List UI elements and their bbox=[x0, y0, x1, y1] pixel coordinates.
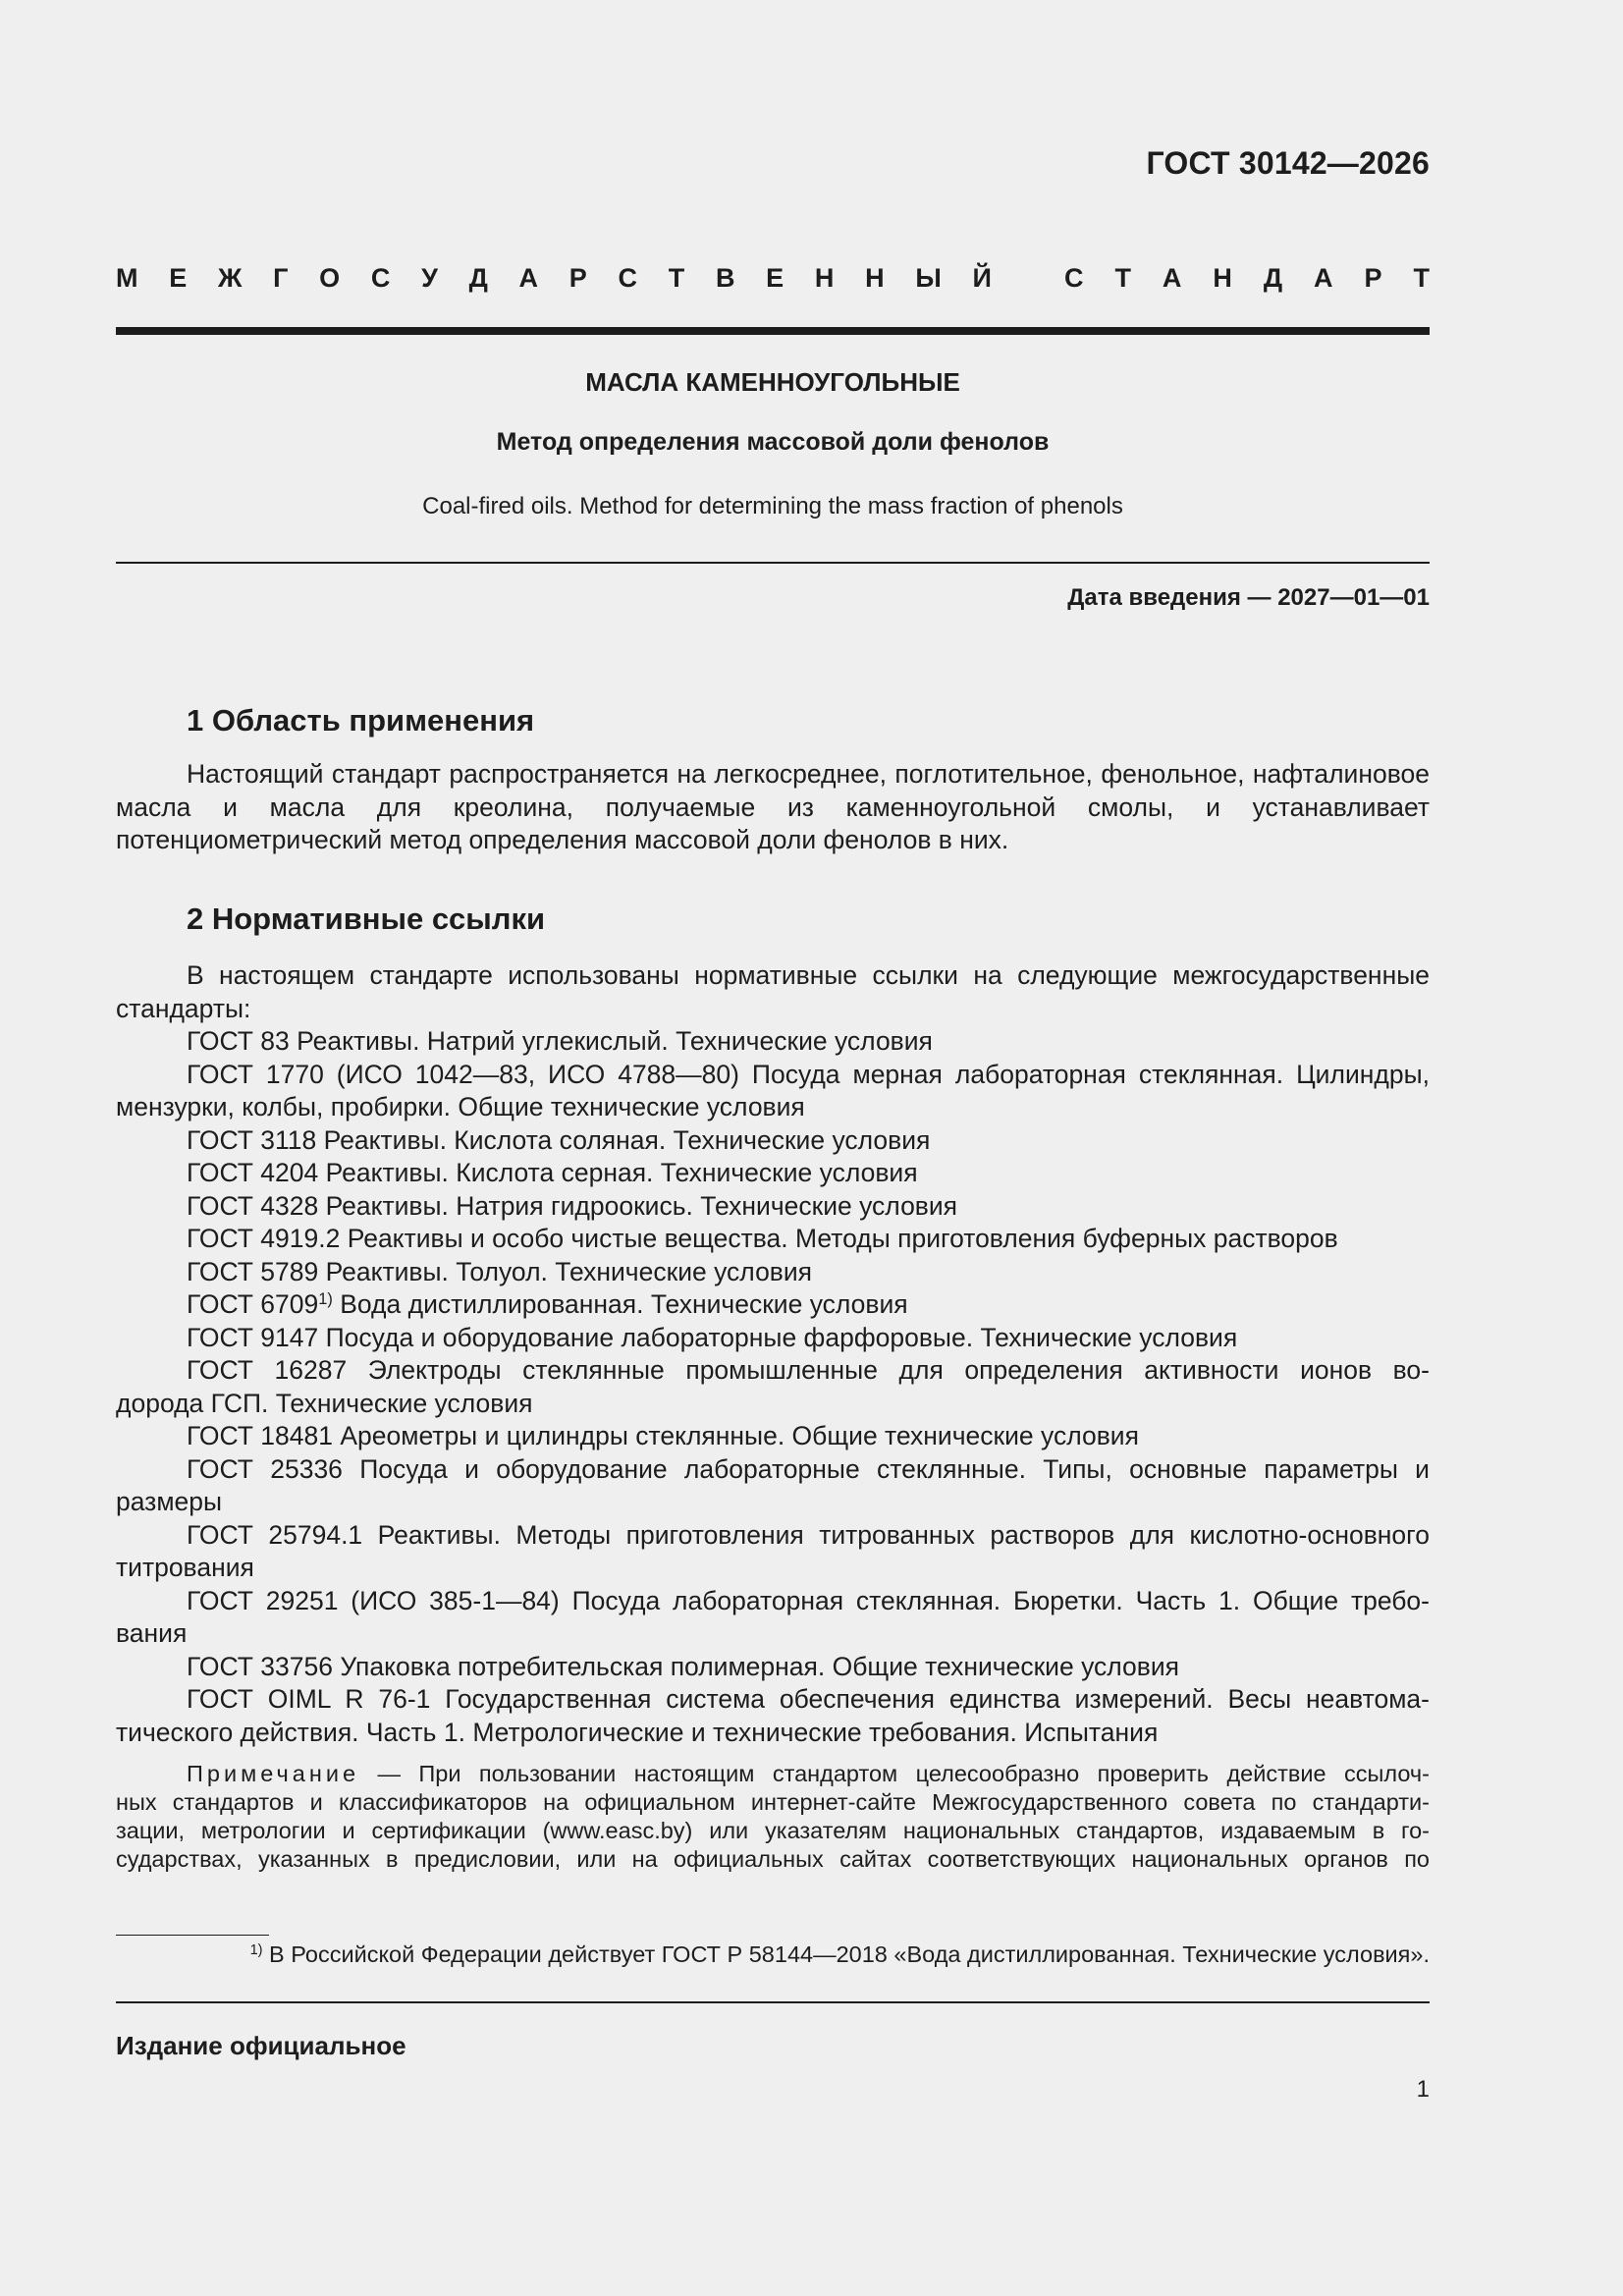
banner-word-2: С Т А Н Д А Р Т bbox=[1064, 263, 1430, 293]
edition-label: Издание официальное bbox=[116, 2031, 406, 2060]
footnote-ref-mark: 1) bbox=[318, 1289, 333, 1308]
document-code: ГОСТ 30142—2026 bbox=[1146, 145, 1430, 181]
footnote-separator bbox=[116, 1935, 269, 1936]
note-line-4: сударствах, указанных в предисловии, или на официальных сайтах соответствующих национальных органов по bbox=[116, 1846, 1430, 1872]
reference-item: ГОСТ 5789 Реактивы. Толуол. Технические условия bbox=[187, 1256, 813, 1286]
note-line-2: ных стандартов и классификаторов на официальном интернет-сайте Межгосударственного совета по стандарти- bbox=[116, 1789, 1430, 1815]
effective-date: Дата введения — 2027—01—01 bbox=[1067, 584, 1430, 611]
reference-item: ГОСТ 29251 (ИСО 385-1—84) Посуда лабораторная стеклянная. Бюретки. Часть 1. Общие требо- bbox=[187, 1585, 1430, 1615]
footer-rule bbox=[116, 2001, 1430, 2003]
reference-item: ГОСТ 4328 Реактивы. Натрия гидроокись. Технические условия bbox=[187, 1190, 958, 1221]
section-1-text: Настоящий стандарт распространяется на легкосреднее, поглотительное, фенольное, нафталиновое масла и масла для креолина, получаемые из каменноугольной смолы, и устанавливает потенциометрический метод определения массовой доли фенолов в них. bbox=[116, 759, 1430, 854]
reference-item: ГОСТ 9147 Посуда и оборудование лабораторные фарфоровые. Технические условия bbox=[187, 1322, 1238, 1352]
footnote-text: В Российской Федерации действует ГОСТ Р 58144—2018 «Вода дистиллированная. Технические условия». bbox=[262, 1941, 1430, 1967]
reference-item: ГОСТ 25794.1 Реактивы. Методы приготовления титрованных растворов для кислотно-основного bbox=[187, 1519, 1430, 1550]
reference-item-continuation: титрования bbox=[116, 1553, 254, 1582]
reference-item: ГОСТ 6709$^{1)}$ Вода дистиллированная. Технические условия bbox=[187, 1289, 908, 1319]
reference-item: ГОСТ 83 Реактивы. Натрий углекислый. Технические условия bbox=[187, 1026, 933, 1056]
title-rule bbox=[116, 562, 1430, 564]
reference-item-continuation: тического действия. Часть 1. Метрологические и технические требования. Испытания bbox=[116, 1717, 1159, 1747]
document-subtitle: Метод определения массовой доли фенолов bbox=[496, 428, 1050, 456]
reference-item: ГОСТ 16287 Электроды стеклянные промышленные для определения активности ионов во- bbox=[187, 1355, 1430, 1385]
note-block bbox=[116, 1760, 1430, 1874]
section-1-heading: 1 Область применения bbox=[187, 703, 535, 738]
references-list bbox=[116, 1025, 1430, 1749]
header-thick-rule bbox=[116, 327, 1430, 335]
reference-item-continuation: размеры bbox=[116, 1487, 223, 1516]
note-line-3: зации, метрологии и сертификации (www.easc.by) или указателям национальных стандартов, издаваемым в го- bbox=[116, 1818, 1430, 1843]
reference-item: ГОСТ 4204 Реактивы. Кислота серная. Технические условия bbox=[187, 1158, 918, 1187]
reference-item-continuation: дорода ГСП. Технические условия bbox=[116, 1388, 533, 1418]
english-title: Coal-fired oils. Method for determining the mass fraction of phenols bbox=[422, 493, 1123, 519]
footnote-mark: 1) bbox=[249, 1942, 263, 1958]
reference-item: ГОСТ 25336 Посуда и оборудование лабораторные стеклянные. Типы, основные параметры и bbox=[187, 1453, 1430, 1484]
reference-item: ГОСТ 18481 Ареометры и цилиндры стеклянные. Общие технические условия bbox=[187, 1421, 1139, 1450]
document-title: МАСЛА КАМЕННОУГОЛЬНЫЕ bbox=[585, 367, 960, 397]
section-2-intro: В настоящем стандарте использованы нормативные ссылки на следующие межгосударственные стандарты: bbox=[116, 960, 1430, 1023]
reference-item-continuation: вания bbox=[116, 1618, 188, 1648]
reference-item: ГОСТ 3118 Реактивы. Кислота соляная. Технические условия bbox=[187, 1124, 931, 1155]
reference-item: ГОСТ 4919.2 Реактивы и особо чистые вещества. Методы приготовления буферных растворов bbox=[187, 1224, 1338, 1253]
note-line-1: Примечание — При пользовании настоящим стандартом целесообразно проверить действие ссылоч- bbox=[187, 1761, 1430, 1786]
standard-banner bbox=[116, 263, 1430, 294]
footnote bbox=[116, 1941, 1430, 1968]
note-label: Примечание bbox=[187, 1761, 360, 1786]
reference-item-continuation: мензурки, колбы, пробирки. Общие технические условия bbox=[116, 1092, 805, 1121]
page-number: 1 bbox=[1416, 2076, 1430, 2103]
reference-item: ГОСТ 33756 Упаковка потребительская полимерная. Общие технические условия bbox=[187, 1651, 1180, 1681]
reference-item: ГОСТ OIML R 76-1 Государственная система обеспечения единства измерений. Весы неавтома- bbox=[187, 1684, 1430, 1714]
reference-item: ГОСТ 1770 (ИСО 1042—83, ИСО 4788—80) Посуда мерная лабораторная стеклянная. Цилиндры, bbox=[187, 1059, 1430, 1089]
section-2-heading: 2 Нормативные ссылки bbox=[187, 902, 546, 936]
banner-word-1: М Е Ж Г О С У Д А Р С Т В Е Н Н Ы Й bbox=[116, 263, 992, 293]
